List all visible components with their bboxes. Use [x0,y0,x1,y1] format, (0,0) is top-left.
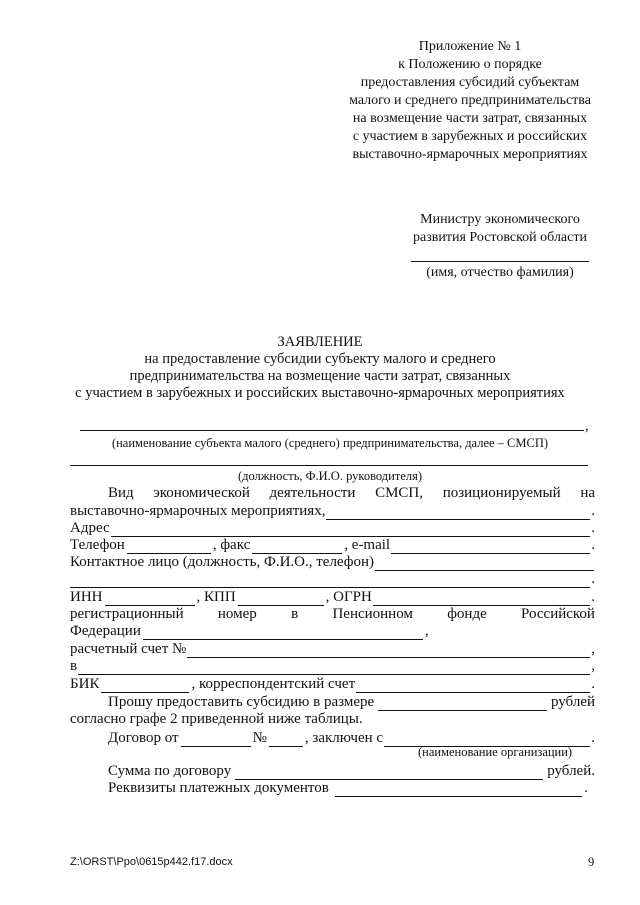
contacts-dot: . [591,537,595,553]
addressee-caption: (имя, отчество фамилия) [426,265,574,280]
payment-docs-row [108,779,588,797]
pension-word: номер [217,606,257,622]
contract-number-sign: № [252,730,267,746]
bank-row [70,657,595,675]
contacts-row [70,536,595,554]
phone-label: Телефон [70,537,125,553]
activity-word: Вид [108,485,134,501]
document-subtitle-3: с участием в зарубежных и российских выставочно-ярмарочных мероприятиях [75,385,565,401]
contact-person-field-2[interactable] [70,573,590,588]
email-label: , e-mail [344,537,391,553]
pension-number-field[interactable] [143,625,423,640]
phone-field[interactable] [127,539,211,554]
kpp-label: , КПП [196,589,236,605]
federation-comma: , [424,623,429,639]
contact-person-dot: . [591,571,595,587]
contract-sum-label: Сумма по договору [108,763,232,779]
organization-caption: (наименование организации) [418,745,573,759]
appendix-line: на возмещение части затрат, связанных [352,111,588,126]
inn-label: ИНН [70,589,103,605]
request-row [108,693,595,711]
account-comma: , [591,641,595,657]
addressee-name-line [411,261,589,262]
account-field[interactable] [187,643,590,658]
document-title: ЗАЯВЛЕНИЕ [277,334,363,350]
activity-word: позиционируемый [442,485,561,501]
contact-person-row-2 [70,570,595,588]
ids-row [70,588,595,606]
pension-word: Пенсионном [332,606,413,622]
bank-comma: , [591,658,595,674]
appendix-line: Приложение № 1 [418,39,522,54]
addressee-line1: Министру экономического [420,212,580,227]
kpp-field[interactable] [238,591,324,606]
ogrn-field[interactable] [373,591,590,606]
appendix-line: к Положению о порядке [398,57,542,72]
concluded-label: , заключен с [304,730,384,746]
contract-dot: . [591,730,595,746]
contract-date-field[interactable] [181,732,251,747]
inn-field[interactable] [105,591,195,606]
bank-label: в [70,658,78,674]
smsp-name-comma: , [585,418,589,434]
document-subtitle-2: предпринимательства на возмещение части затрат, связанных [129,368,511,384]
per-table-text: согласно графе 2 приведенной ниже таблицы. [70,711,363,727]
activity-word: экономической [153,485,250,501]
appendix-line: предоставления субсидий субъектам [360,75,580,90]
request-rubles: рублей [550,694,595,710]
activity-line-1 [108,484,595,502]
activity-label: выставочно-ярмарочных мероприятиях, [70,503,326,519]
appendix-block [310,38,630,164]
fax-label: , факс [212,537,251,553]
head-name-field[interactable] [70,465,588,466]
appendix-line: с участием в зарубежных и российских [352,129,588,144]
account-row [70,640,595,658]
activity-line-2 [70,502,595,520]
payment-docs-field[interactable] [335,782,582,797]
federation-row [70,622,595,640]
smsp-name-caption: (наименование субъекта малого (среднего) предпринимательства, далее – СМСП) [111,436,549,450]
corr-label: , корреспондентский счет [191,676,356,692]
page-number: 9 [588,855,595,869]
bik-label: БИК [70,676,100,692]
addressee-block [400,211,600,247]
ids-dot: . [591,589,595,605]
account-label: расчетный счет № [70,641,187,657]
contract-sum-field[interactable] [235,765,543,780]
contract-sum-rubles: рублей. [547,763,595,779]
fax-field[interactable] [252,539,342,554]
contact-person-row [70,553,595,571]
pension-word: в [291,606,299,622]
subsidy-amount-field[interactable] [378,696,547,711]
document-subtitle-1: на предоставление субсидии субъекту малого и среднего [144,351,496,367]
pension-line [70,605,595,623]
file-path: Z:\ORST\Ppo\0615p442.f17.docx [70,856,233,868]
payment-docs-dot: . [584,780,588,796]
activity-word: СМСП, [375,485,424,501]
address-dot: . [591,520,595,536]
addressee-line2: развития Ростовской области [413,230,587,245]
contract-from-label: Договор от [108,730,179,746]
bik-field[interactable] [101,678,189,693]
pension-word: фонде [447,606,487,622]
payment-docs-label: Реквизиты платежных документов [108,780,329,796]
corr-field[interactable] [356,678,590,693]
pension-word: регистрационный [70,606,184,622]
contract-number-field[interactable] [269,732,303,747]
appendix-line: малого и среднего предпринимательства [349,93,591,108]
ogrn-label: , ОГРН [325,589,372,605]
request-label: Прошу предоставить субсидию в размере [108,694,375,710]
pension-word: Российской [521,606,595,622]
activity-dot: . [591,503,595,519]
per-table-row [70,710,595,728]
contact-person-field[interactable] [375,556,594,571]
contact-person-label: Контактное лицо (должность, Ф.И.О., телефон) [70,554,375,570]
activity-word: деятельности [269,485,356,501]
appendix-line: выставочно-ярмарочных мероприятиях [352,147,588,162]
bank-field[interactable] [78,660,590,675]
address-label: Адрес [70,520,110,536]
activity-field[interactable] [326,505,590,520]
email-field[interactable] [391,539,590,554]
contract-sum-row [108,762,595,780]
address-field[interactable] [111,522,591,537]
bik-dot: . [591,676,595,692]
activity-word: на [580,485,595,501]
head-name-caption: (должность, Ф.И.О. руководителя) [237,469,423,483]
smsp-name-field[interactable] [80,430,584,431]
bik-row [70,675,595,693]
federation-label: Федерации [70,623,141,639]
address-row [70,519,595,537]
